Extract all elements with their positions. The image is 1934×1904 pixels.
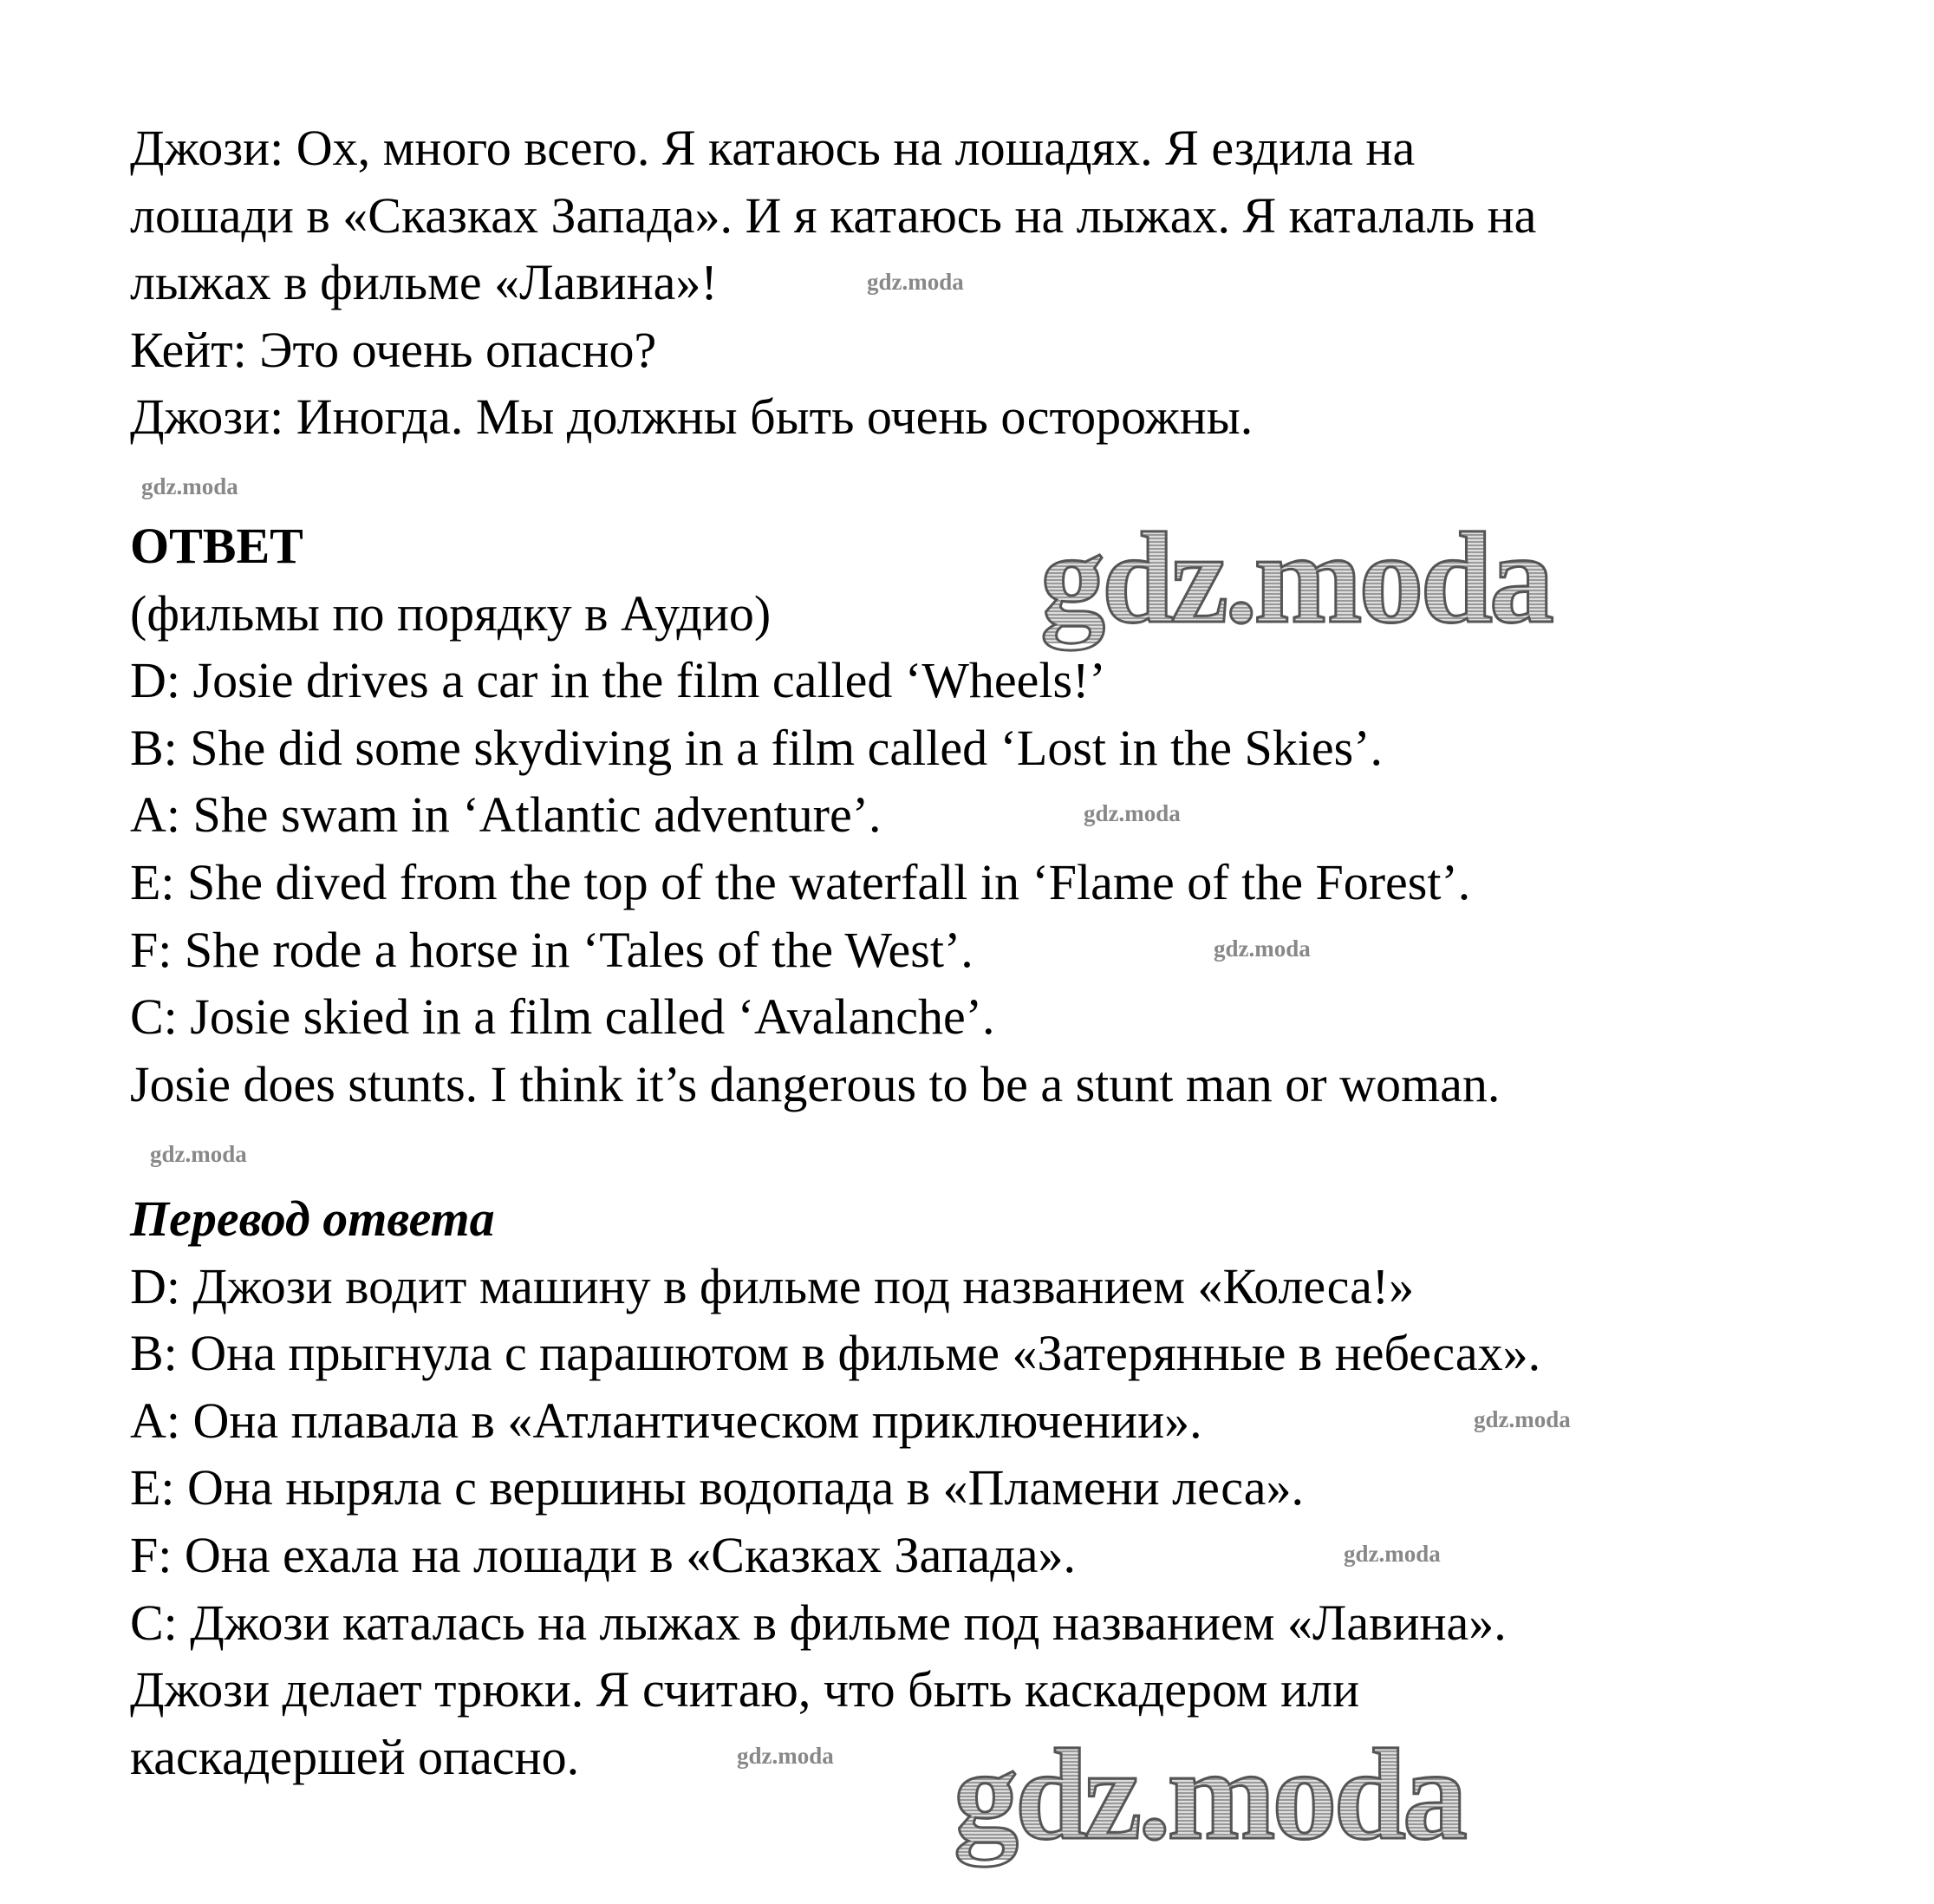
text-line: Джози делает трюки. Я считаю, что быть каскадером или: [130, 1661, 1360, 1718]
text-line: (фильмы по порядку в Аудио): [130, 584, 772, 642]
watermark-small: gdz.moda: [1214, 936, 1311, 962]
text-line: Josie does stunts. I think it’s dangerous to be a stunt man or woman.: [130, 1055, 1501, 1112]
text-line: F: Она ехала на лошади в «Сказках Запада».: [130, 1526, 1077, 1583]
text-line: лыжах в фильме «Лавина»!: [130, 254, 718, 311]
text-line: F: She rode a horse in ‘Tales of the West’.: [130, 921, 974, 978]
text-line: B: She did some skydiving in a film called ‘Lost in the Skies’.: [130, 719, 1384, 776]
watermark-large: gdz.moda: [954, 1723, 1464, 1867]
text-line: C: Josie skied in a film called ‘Avalanche’.: [130, 988, 995, 1046]
text-line: Джози: Ох, много всего. Я катаюсь на лошадях. Я ездила на: [130, 120, 1416, 176]
dialogue-block: [130, 114, 1536, 451]
watermark-small: gdz.moda: [1344, 1541, 1441, 1567]
text-line: E: She dived from the top of the waterfall in ‘Flame of the Forest’.: [130, 853, 1471, 910]
watermark-small: gdz.moda: [737, 1743, 834, 1769]
text-line: Кейт: Это очень опасно?: [130, 321, 657, 378]
text-line: Джози: Иногда. Мы должны быть очень осторожны.: [130, 388, 1254, 446]
text-line: C: Джози каталась на лыжах в фильме под названием «Лавина».: [130, 1594, 1507, 1651]
answer-heading: ОТВЕТ: [130, 518, 303, 574]
text-line: D: Джози водит машину в фильме под названием «Колеса!»: [130, 1257, 1415, 1314]
text-line: каскадершей опасно.: [130, 1728, 580, 1785]
watermark-small: gdz.moda: [150, 1141, 247, 1167]
translation-block: [130, 1185, 1540, 1790]
text-line: A: She swam in ‘Atlantic adventure’.: [130, 786, 882, 844]
watermark-large: gdz.moda: [1040, 506, 1551, 650]
translation-heading: Перевод ответа: [130, 1190, 495, 1247]
text-line: A: Она плавала в «Атлантическом приключении».: [130, 1392, 1202, 1449]
watermark-small: gdz.moda: [1474, 1406, 1571, 1432]
watermark-small: gdz.moda: [141, 473, 238, 499]
text-line: D: Josie drives a car in the film called ‘Wheels!’: [130, 652, 1106, 709]
watermark-small: gdz.moda: [1084, 800, 1181, 826]
watermark-small: gdz.moda: [867, 269, 964, 295]
text-line: лошади в «Сказках Запада». И я катаюсь на лыжах. Я каталаль на: [130, 186, 1537, 244]
text-line: E: Она ныряла с вершины водопада в «Пламени леса».: [130, 1459, 1304, 1516]
text-line: B: Она прыгнула с парашютом в фильме «Затерянные в небесах».: [130, 1325, 1541, 1382]
